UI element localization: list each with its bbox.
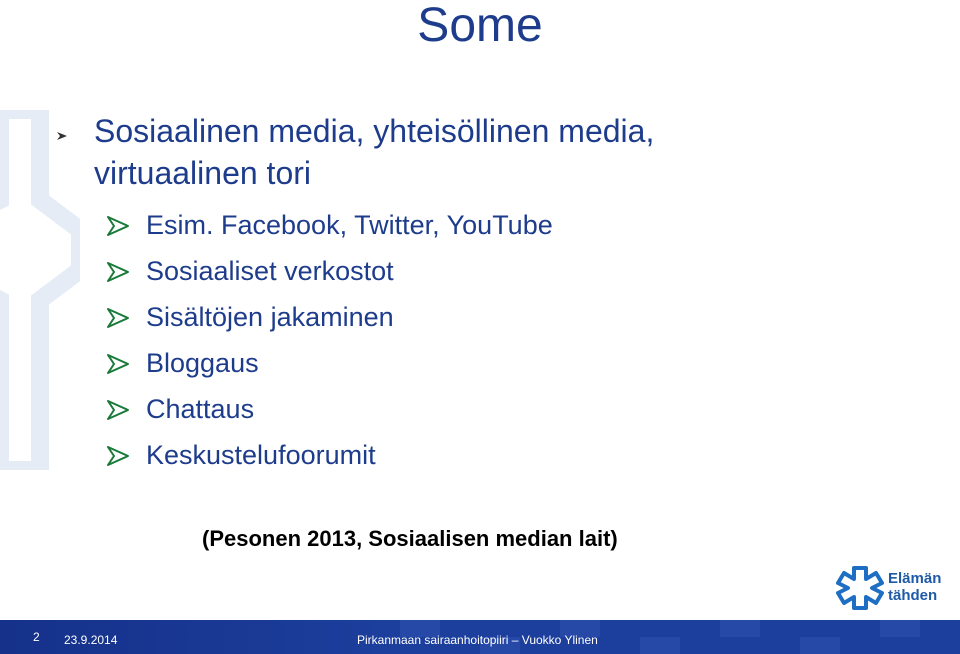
sub-bullet-text: Esim. Facebook, Twitter, YouTube <box>146 210 553 240</box>
sub-bullet-text: Sisältöjen jakaminen <box>146 302 394 332</box>
sub-bullet <box>106 391 806 427</box>
sub-bullet-text: Chattaus <box>146 394 255 424</box>
logo-line-2: tähden <box>888 587 938 604</box>
main-bullet-text: Sosiaalinen media, yhteisöllinen media, virtuaalinen tori <box>94 113 655 191</box>
arrow-bullet-icon <box>106 445 130 467</box>
arrow-bullet-icon <box>106 261 130 283</box>
sub-bullet-text: Keskustelufoorumit <box>146 440 376 470</box>
footer-date: 23.9.2014 <box>64 633 118 647</box>
logo-text <box>888 570 941 604</box>
arrow-bullet-icon <box>106 215 130 237</box>
logo-line-1: Elämän <box>888 570 942 587</box>
elaman-tahden-logo <box>836 564 946 614</box>
cross-watermark-icon <box>0 110 80 470</box>
small-arrow-bullet-icon <box>56 130 68 142</box>
sub-bullet <box>106 207 806 243</box>
arrow-bullet-icon <box>106 307 130 329</box>
arrow-bullet-icon <box>106 353 130 375</box>
footer-bar <box>0 620 960 654</box>
sub-bullet <box>106 299 806 335</box>
slide-title-text: Some <box>417 0 543 52</box>
sub-bullet-text: Sosiaaliset verkostot <box>146 256 394 286</box>
footer-organization: Pirkanmaan sairaanhoitopiiri – Vuokko Ylinen <box>357 633 598 647</box>
sub-bullet <box>106 253 806 289</box>
page-number: 2 <box>33 630 40 644</box>
sub-bullet-text: Bloggaus <box>146 348 259 378</box>
star-of-life-logo-icon <box>836 564 884 610</box>
citation-text: (Pesonen 2013, Sosiaalisen median lait) <box>202 526 618 551</box>
sub-bullet <box>106 345 806 381</box>
arrow-bullet-icon <box>106 399 130 421</box>
sub-bullet <box>106 437 806 473</box>
slide-title <box>0 0 960 52</box>
